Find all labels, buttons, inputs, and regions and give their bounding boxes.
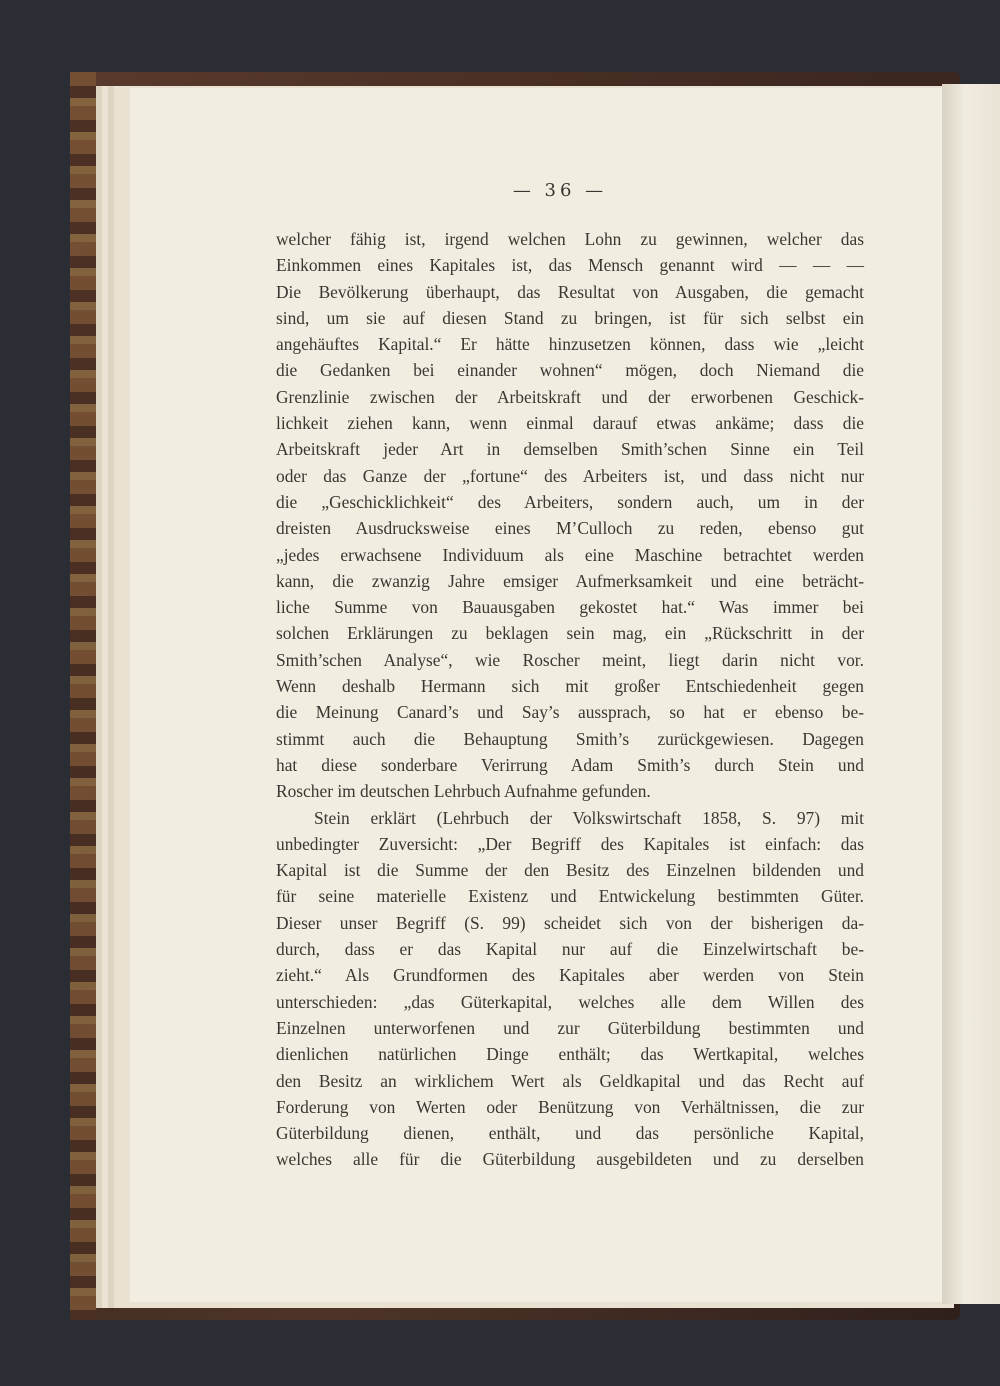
text-line: Einkommen eines Kapitales ist, das Mensch genannt wird — — — [276, 255, 864, 276]
text-line: Einzelnen unterworfenen und zur Güterbildung bestimmten und [276, 1017, 864, 1038]
text-line: die Meinung Canard’s und Say’s aussprach, so hat er ebenso be- [276, 702, 864, 723]
text-line: angehäuftes Kapital.“ Er hätte hinzusetzen können, dass wie „leicht [276, 334, 864, 355]
text-line: liche Summe von Bauausgaben gekostet hat.“ Was immer bei [276, 597, 864, 618]
text-line: Forderung von Werten oder Benützung von Verhältnissen, die zur [276, 1096, 864, 1117]
text-line: welcher fähig ist, irgend welchen Lohn zu gewinnen, welcher das [276, 229, 864, 249]
text-line: Güterbildung dienen, enthält, und das persönliche Kapital, [276, 1123, 864, 1144]
text-line: Stein erklärt (Lehrbuch der Volkswirtschaft 1858, S. 97) mit [314, 807, 864, 828]
text-line: kann, die zwanzig Jahre emsiger Aufmerksamkeit und eine beträcht- [276, 570, 864, 591]
text-line: Roscher im deutschen Lehrbuch Aufnahme gefunden. [276, 781, 651, 802]
text-line: hat diese sonderbare Verirrung Adam Smith’s durch Stein und [276, 754, 864, 775]
text-line: dienlichen natürlichen Dinge enthält; das Wertkapital, welches [276, 1044, 864, 1065]
text-line: oder das Ganze der „fortune“ des Arbeiters ist, und dass nicht nur [276, 465, 864, 486]
text-line: den Besitz an wirklichem Wert als Geldkapital und das Recht auf [276, 1070, 864, 1091]
text-line: Wenn deshalb Hermann sich mit großer Entschiedenheit gegen [276, 676, 864, 697]
text-line: Arbeitskraft jeder Art in demselben Smith’schen Sinne ein Teil [276, 439, 864, 460]
book-spine-marbled-edge [70, 72, 96, 1320]
text-line: „jedes erwachsene Individuum als eine Maschine betrachtet werden [276, 544, 864, 565]
text-line: Dieser unser Begriff (S. 99) scheidet sich von der bisherigen da- [276, 912, 864, 933]
facing-page-edge [942, 84, 1000, 1304]
text-line: die Gedanken bei einander wohnen“ mögen, doch Niemand die [276, 360, 864, 381]
text-line: durch, dass er das Kapital nur auf die Einzelwirtschaft be- [276, 939, 864, 960]
text-line: sind, um sie auf diesen Stand zu bringen, ist für sich selbst ein [276, 307, 864, 328]
text-line: die „Geschicklichkeit“ des Arbeiters, sondern auch, um in der [276, 491, 864, 512]
text-line: unbedingter Zuversicht: „Der Begriff des Kapitales ist einfach: das [276, 833, 864, 854]
text-line: Kapital ist die Summe der den Besitz des Einzelnen bildenden und [276, 860, 864, 881]
text-line: für seine materielle Existenz und Entwickelung bestimmten Güter. [276, 886, 864, 907]
text-line: zieht.“ Als Grundformen des Kapitales aber werden von Stein [276, 965, 864, 986]
text-line: Die Bevölkerung überhaupt, das Resultat von Ausgaben, die gemacht [276, 281, 864, 302]
text-line: Grenzlinie zwischen der Arbeitskraft und der erworbenen Geschick- [276, 386, 864, 407]
text-line: stimmt auch die Behauptung Smith’s zurückgewiesen. Dagegen [276, 728, 864, 749]
text-line: unterschieden: „das Güterkapital, welches alle dem Willen des [276, 991, 864, 1012]
text-line: lichkeit ziehen kann, wenn einmal darauf etwas ankäme; dass die [276, 413, 864, 434]
text-line: Smith’schen Analyse“, wie Roscher meint, liegt darin nicht vor. [276, 649, 864, 670]
body-text [276, 226, 864, 1173]
page-number: — 36 — [512, 180, 608, 201]
text-line: welches alle für die Güterbildung ausgebildeten und zu derselben [276, 1149, 864, 1170]
text-line: dreisten Ausdrucksweise eines M’Culloch zu reden, ebenso gut [276, 518, 864, 539]
text-line: solchen Erklärungen zu beklagen sein mag, ein „Rückschritt in der [276, 623, 864, 644]
